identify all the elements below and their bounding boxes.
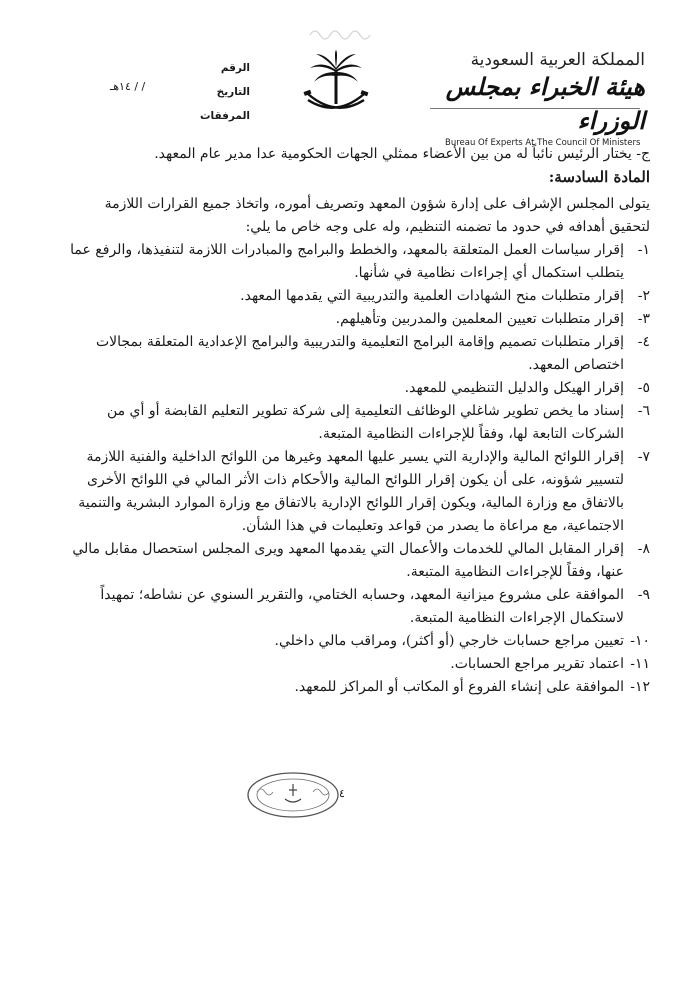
- item-number: ٢-: [637, 288, 650, 304]
- item-number: ١١-: [630, 656, 650, 672]
- item-number: [624, 423, 650, 446]
- item-text: إقرار الهيكل والدليل التنظيمي للمعهد.: [404, 380, 624, 396]
- article-item-continuation: [48, 607, 650, 630]
- letterhead-organization: [445, 50, 645, 148]
- document-body: [48, 143, 650, 699]
- item-text: إقرار متطلبات تصميم وإقامة البرامج التعليمية والتدريبية والبرامج الإعدادية المتعلقة بمجالات: [95, 334, 624, 350]
- item-number: ٨-: [637, 541, 650, 557]
- item-number: [624, 469, 650, 492]
- item-number: [624, 492, 650, 515]
- item-number: [624, 607, 650, 630]
- palm-and-swords-emblem-icon: [302, 48, 370, 120]
- item-text: لاستكمال الإجراءات النظامية المتبعة.: [409, 610, 624, 626]
- item-text: إقرار اللوائح المالية والإدارية التي يسير عليها المعهد وغيرها من اللوائح الداخلية والفنية اللازمة: [86, 449, 624, 465]
- item-text: يتطلب استكمال أي إجراءات نظامية في شأنها.: [354, 265, 624, 281]
- item-text: الشركات التابعة لها، وفقاً للإجراءات النظامية المتبعة.: [318, 426, 624, 442]
- item-number: [624, 262, 650, 285]
- item-text: إقرار متطلبات تعيين المعلمين والمدربين وتأهيلهم.: [335, 311, 624, 327]
- item-number: ٤-: [637, 334, 650, 350]
- article-item: [48, 239, 650, 262]
- article-item: [48, 400, 650, 423]
- item-text: اعتماد تقرير مراجع الحسابات.: [450, 656, 624, 672]
- article-item: [48, 285, 650, 308]
- item-text: تعيين مراجع حسابات خارجي (أو أكثر)، ومراقب مالي داخلي.: [274, 633, 624, 649]
- item-number: ٧-: [637, 449, 650, 465]
- article-item-continuation: [48, 354, 650, 377]
- article-intro-line-1: يتولى المجلس الإشراف على إدارة شؤون المعهد وتصريف أموره، واتخاذ جميع القرارات اللازمة: [104, 196, 650, 212]
- clause-j: ج- يختار الرئيس نائباً له من بين الأعضاء ممثلي الجهات الحكومية عدا مدير عام المعهد.: [154, 146, 650, 162]
- article-item-continuation: [48, 561, 650, 584]
- article-item: [48, 331, 650, 354]
- item-text: بالاتفاق مع وزارة المالية، ويكون إقرار اللوائح الإدارية بالاتفاق مع وزارة الموارد البشرية والتنمية: [78, 495, 624, 511]
- page-number: ٤: [339, 787, 345, 800]
- article-item: [48, 653, 650, 676]
- item-text: الاجتماعية، مع مراعاة ما يصدر من قواعد وتعليمات في هذا الشأن.: [241, 518, 624, 534]
- article-heading: المادة السادسة:: [548, 168, 650, 186]
- item-text: إقرار سياسات العمل المتعلقة بالمعهد، والخطط والبرامج والمبادرات اللازمة لتنفيذها، والرفع عما: [70, 242, 624, 258]
- item-number: ٣-: [637, 311, 650, 327]
- article-item-continuation: [48, 492, 650, 515]
- item-number: ١٠-: [630, 633, 650, 649]
- item-number: ١٢-: [630, 679, 650, 695]
- article-item-continuation: [48, 515, 650, 538]
- article-item: [48, 676, 650, 699]
- item-number: [624, 515, 650, 538]
- article-item-continuation: [48, 469, 650, 492]
- item-text: إقرار المقابل المالي للخدمات والأعمال التي يقدمها المعهد ويرى المجلس استحصال مقابل مالي: [72, 541, 624, 557]
- scan-mark-icon: [305, 20, 375, 42]
- official-stamp-icon: [245, 770, 341, 820]
- bureau-name-arabic: هيئة الخبراء بمجلس الوزراء: [445, 72, 645, 135]
- item-text: عنها، وفقاً للإجراءات النظامية المتبعة.: [406, 564, 624, 580]
- article-item-continuation: [48, 423, 650, 446]
- article-item: [48, 377, 650, 400]
- letterhead-divider: [430, 108, 640, 109]
- article-item-continuation: [48, 262, 650, 285]
- item-text: إسناد ما يخص تطوير شاغلي الوظائف التعليمية إلى شركة تطوير التعليم القابضة أو أي من: [106, 403, 624, 419]
- article-item: [48, 630, 650, 653]
- article-items-list: [48, 239, 650, 699]
- item-text: اختصاص المعهد.: [528, 357, 624, 373]
- item-number: [624, 561, 650, 584]
- item-number: ١-: [637, 242, 650, 258]
- item-text: إقرار متطلبات منح الشهادات العلمية والتدريبية التي يقدمها المعهد.: [240, 288, 624, 304]
- article-item: [48, 446, 650, 469]
- item-number: [624, 354, 650, 377]
- item-text: الموافقة على إنشاء الفروع أو المكاتب أو المراكز للمعهد.: [294, 679, 624, 695]
- article-intro-line-2: لتحقيق أهدافه في حدود ما تضمنه التنظيم، وله على وجه خاص ما يلي:: [245, 219, 650, 235]
- reference-number-label: الرقم: [220, 62, 250, 74]
- letter-reference-fields: [110, 56, 250, 128]
- article-item: [48, 584, 650, 607]
- article-item: [48, 308, 650, 331]
- bureau-name-english: Bureau Of Experts At The Council Of Ministers: [445, 138, 641, 148]
- date-label: التاريخ: [216, 86, 250, 98]
- article-item: [48, 538, 650, 561]
- date-value: / / ١٤هـ: [110, 80, 146, 93]
- item-text: الموافقة على مشروع ميزانية المعهد، وحسابه الختامي، والتقرير السنوي عن نشاطه؛ تمهيداً: [100, 587, 624, 603]
- item-number: ٦-: [637, 403, 650, 419]
- item-text: لتسيير شؤونه، على أن يكون إقرار اللوائح المالية والأحكام ذات الأثر المالي في اللوائح الأخرى: [86, 472, 624, 488]
- item-number: ٥-: [637, 380, 650, 396]
- item-number: ٩-: [637, 587, 650, 603]
- attachments-label: المرفقات: [199, 110, 250, 122]
- kingdom-name: المملكة العربية السعودية: [470, 50, 645, 70]
